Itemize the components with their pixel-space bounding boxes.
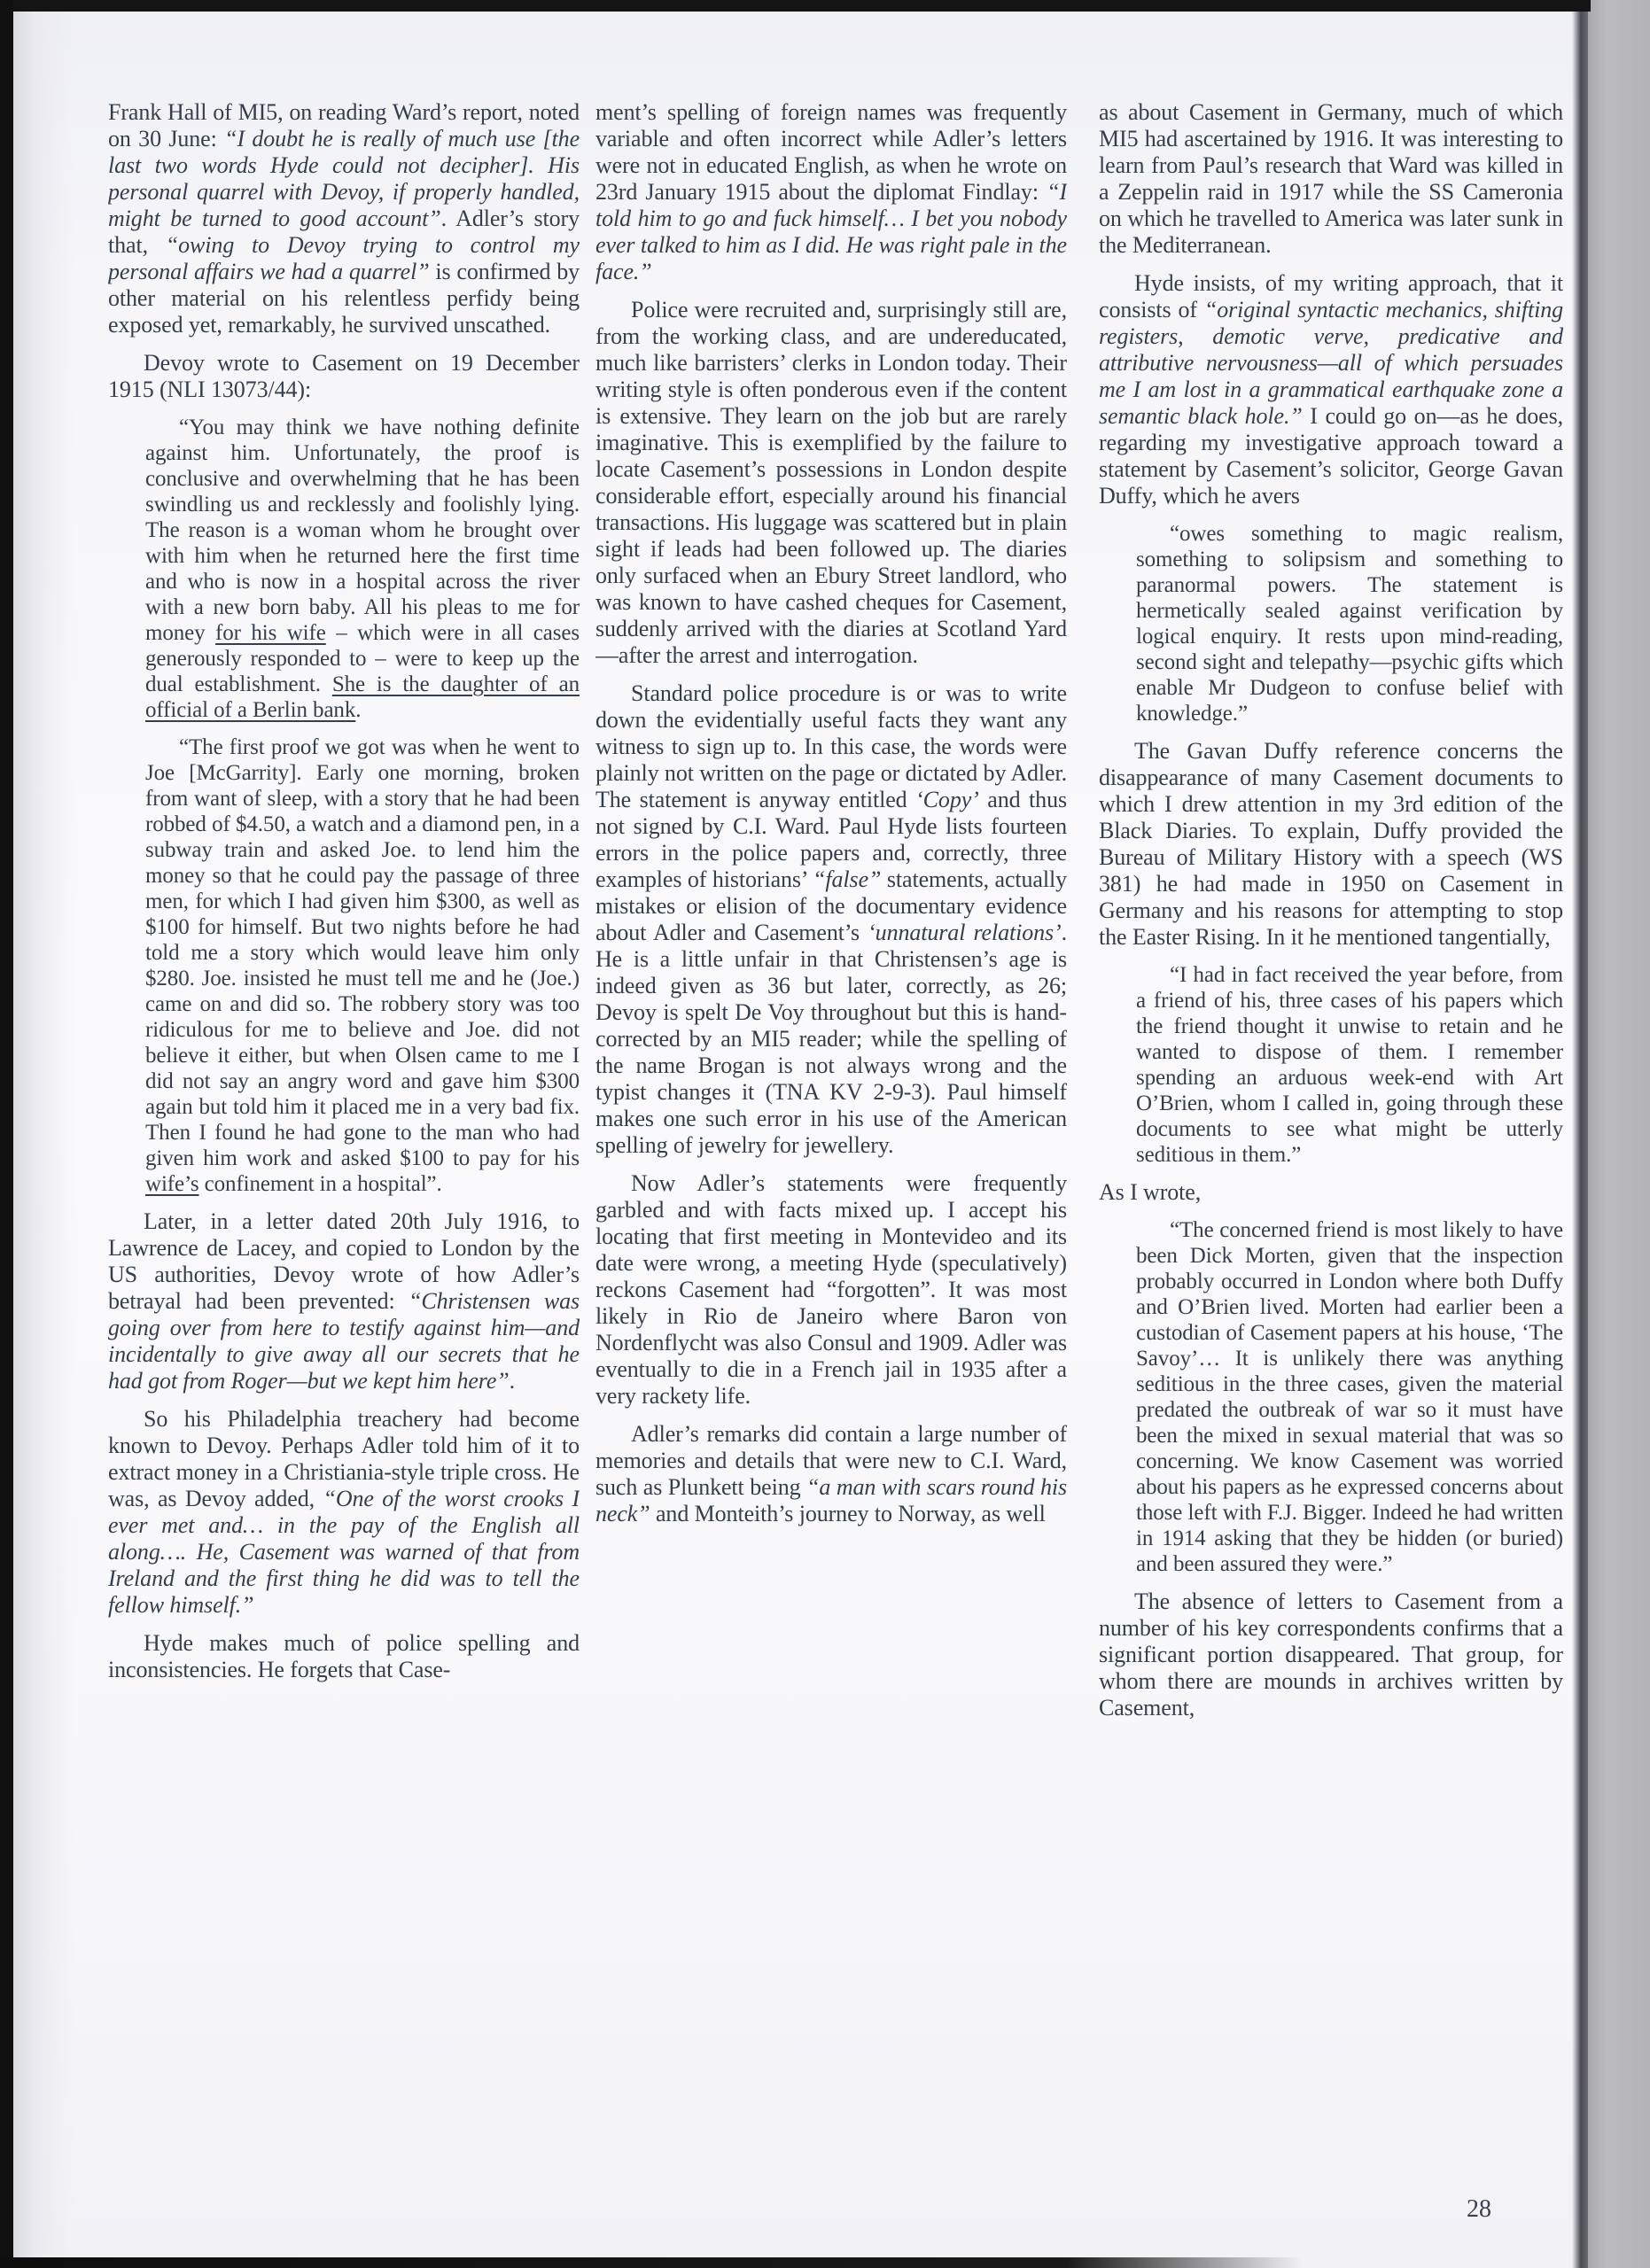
quote-paragraph: “You may think we have nothing definite against him. Unfortunately, the proof is conclusive and overwhelming that he has been swindling us and recklessly and foolishly lying. The reason is a woman whom he brought over with him when he returned here the first time and who is now in a hospital across the river with a new born baby. All his pleas to me for money for his wife – which were in all cases generously responded to – were to keep up the dual establishment. She is the daughter of an official of a Berlin bank. bbox=[145, 416, 580, 722]
paragraph: Hyde insists, of my writing approach, that it consists of “original syntactic mechanics, shifting registers, demotic verve, predicative and attributive nervousness—all of which persuades me I am lost in a grammatical earthquake zone a semantic black hole.” I could go on—as he does, regarding my investigative approach toward a statement by Casement’s solicitor, George Gavan Duffy, which he avers bbox=[1099, 270, 1563, 509]
page-right-edge bbox=[1572, 12, 1588, 2268]
paragraph: ment’s spelling of foreign names was frequently variable and often incorrect while Adler’s letters were not in educated English, as when he wrote on 23rd January 1915 about the diplomat Findlay: “I told him to go and fuck himself… I bet you nobody ever talked to him as I did. He was right pale in the face.” bbox=[595, 99, 1067, 284]
quote-paragraph: “The concerned friend is most likely to have been Dick Morten, given that the inspection probably occurred in London where both Duffy and O’Brien lived. Morten had earlier been a custodian of Casement papers at his house, ‘The Savoy’… It is unlikely there was anything seditious in the three cases, given the material predated the outbreak of war so it must have been the mixed in sexual material that was so concerning. We know Casement was worried about his papers as he expressed concerns about those left with F.J. Bigger. Indeed he had written in 1914 asking that they be hidden (or buried) and been assured they were.” bbox=[1136, 1218, 1563, 1576]
page-curl-shadow bbox=[12, 11, 74, 2268]
quote-paragraph: “owes something to magic realism, something to solipsism and something to paranormal powers. The statement is hermetically sealed against verification by logical enquiry. It rests upon mind-reading, second sight and telepathy—psychic gifts which enable Mr Dudgeon to confuse belief with knowledge.” bbox=[1136, 522, 1563, 726]
quote-paragraph: “The first proof we got was when he went to Joe [McGarrity]. Early one morning, broken from want of sleep, with a story that he had been robbed of $4.50, a watch and a diamond pen, in a subway train and asked Joe. to lend him the money so that he could pay the passage of three men, for which I had given him $300, as well as $100 for himself. But two nights before he had told me a story which would leave him only $280. Joe. insisted he must tell me and he (Joe.) came on and did so. The robbery story was too ridiculous for me to believe and Joe. did not believe it either, but when Olsen came to me I did not say an angry word and gave him $300 again but told him it placed me in a very bad fix. Then I found he had gone to the man who had given him work and asked $100 to pay for his wife’s confinement in a hospital”. bbox=[145, 735, 580, 1196]
paragraph: So his Philadelphia treachery had become known to Devoy. Perhaps Adler told him of it to extract money in a Christiania-style triple cross. He was, as Devoy added, “One of the worst crooks I ever met and… in the pay of the English all along…. He, Casement was warned of that from Ireland and the first thing he did was to tell the fellow himself.” bbox=[108, 1406, 580, 1618]
paragraph: Adler’s remarks did contain a large number of memories and details that were new to C.I. Ward, such as Plunkett being “a man with scars round his neck” and Monteith’s journey to Norway, as well bbox=[595, 1421, 1067, 1526]
scan-border-top bbox=[0, 0, 1591, 12]
paragraph: as about Casement in Germany, much of which MI5 had ascertained by 1916. It was interesting to learn from Paul’s research that Ward was killed in a Zeppelin raid in 1917 while the SS Cameronia on which he travelled to America was later sunk in the Mediterranean. bbox=[1099, 99, 1563, 258]
scan-border-bottom bbox=[0, 2257, 1303, 2268]
paragraph: Hyde makes much of police spelling and inconsistencies. He forgets that Case- bbox=[108, 1630, 580, 1682]
text-column-3 bbox=[1099, 99, 1563, 1721]
page-number: 28 bbox=[1467, 2195, 1491, 2223]
quote-paragraph: “I had in fact received the year before, from a friend of his, three cases of his papers which the friend thought it unwise to retain and he wanted to dispose of them. I remember spending an arduous week-end with Art O’Brien, whom I called in, going through these documents to see what might be utterly seditious in them.” bbox=[1136, 963, 1563, 1167]
paragraph: Now Adler’s statements were frequently garbled and with facts mixed up. I accept his locating that first meeting in Montevideo and its date were wrong, a meeting Hyde (speculatively) reckons Casement had “forgotten”. It was most likely in Rio de Janeiro where Baron von Nordenflycht was also Consul and 1909. Adler was eventually to die in a French jail in 1935 after a very rackety life. bbox=[595, 1170, 1067, 1409]
paragraph: Frank Hall of MI5, on reading Ward’s report, noted on 30 June: “I doubt he is really of much use [the last two words Hyde could not decipher]. His personal quarrel with Devoy, if properly handled, might be turned to good account”. Adler’s story that, “owing to Devoy trying to control my personal affairs we had a quarrel” is confirmed by other material on his relentless perfidy being exposed yet, remarkably, he survived unscathed. bbox=[108, 99, 580, 338]
scan-border-left bbox=[0, 0, 13, 2268]
paragraph: The absence of letters to Casement from a number of his key correspondents confirms that a significant portion disappeared. That group, for whom there are mounds in archives written by Casement, bbox=[1099, 1588, 1563, 1720]
paragraph: Police were recruited and, surprisingly still are, from the working class, and are undereducated, much like barristers’ clerks in London today. Their writing style is often ponderous even if the content is extensive. They learn on the job but are rarely imaginative. This is exemplified by the failure to locate Casement’s possessions in London despite considerable effort, especially around his financial transactions. His luggage was scattered but in plain sight if leads had been followed up. The diaries only surfaced when an Ebury Street landlord, who was known to have cashed cheques for Casement, suddenly arrived with the diaries at Scotland Yard—after the arrest and interrogation. bbox=[595, 297, 1067, 668]
paragraph: As I wrote, bbox=[1099, 1179, 1202, 1205]
text-column-1 bbox=[108, 99, 580, 1683]
paragraph: Later, in a letter dated 20th July 1916, to Lawrence de Lacey, and copied to London by the US authorities, Devoy wrote of how Adler’s betrayal had been prevented: “Christensen was going over from here to testify against him—and incidentally to give away all our secrets that he had got from Roger—but we kept him here”. bbox=[108, 1208, 580, 1394]
text-column-2 bbox=[595, 99, 1067, 1527]
scanner-background bbox=[1588, 0, 1650, 2268]
paragraph: Standard police procedure is or was to write down the evidentially useful facts they want any witness to sign up to. In this case, the words were plainly not written on the page or dictated by Adler. The statement is anyway entitled ‘Copy’ and thus not signed by C.I. Ward. Paul Hyde lists fourteen errors in the police papers and, correctly, three examples of historians’ “false” statements, actually mistakes or elision of the documentary evidence about Adler and Casement’s ‘unnatural relations’. He is a little unfair in that Christensen’s age is indeed given as 36 but later, correctly, as 26; Devoy is spelt De Voy throughout but this is hand-corrected by an MI5 reader; while the spelling of the name Brogan is not always wrong and the typist changes it (TNA KV 2-9-3). Paul himself makes one such error in his use of the American spelling of jewelry for jewellery. bbox=[595, 680, 1067, 1158]
paragraph: Devoy wrote to Casement on 19 December 1915 (NLI 13073/44): bbox=[108, 350, 580, 402]
paragraph: The Gavan Duffy reference concerns the disappearance of many Casement documents to which I drew attention in my 3rd edition of the Black Diaries. To explain, Duffy provided the Bureau of Military History with a speech (WS 381) he had made in 1950 on Casement in Germany and his reasons for attempting to stop the Easter Rising. In it he mentioned tangentially, bbox=[1099, 738, 1563, 950]
